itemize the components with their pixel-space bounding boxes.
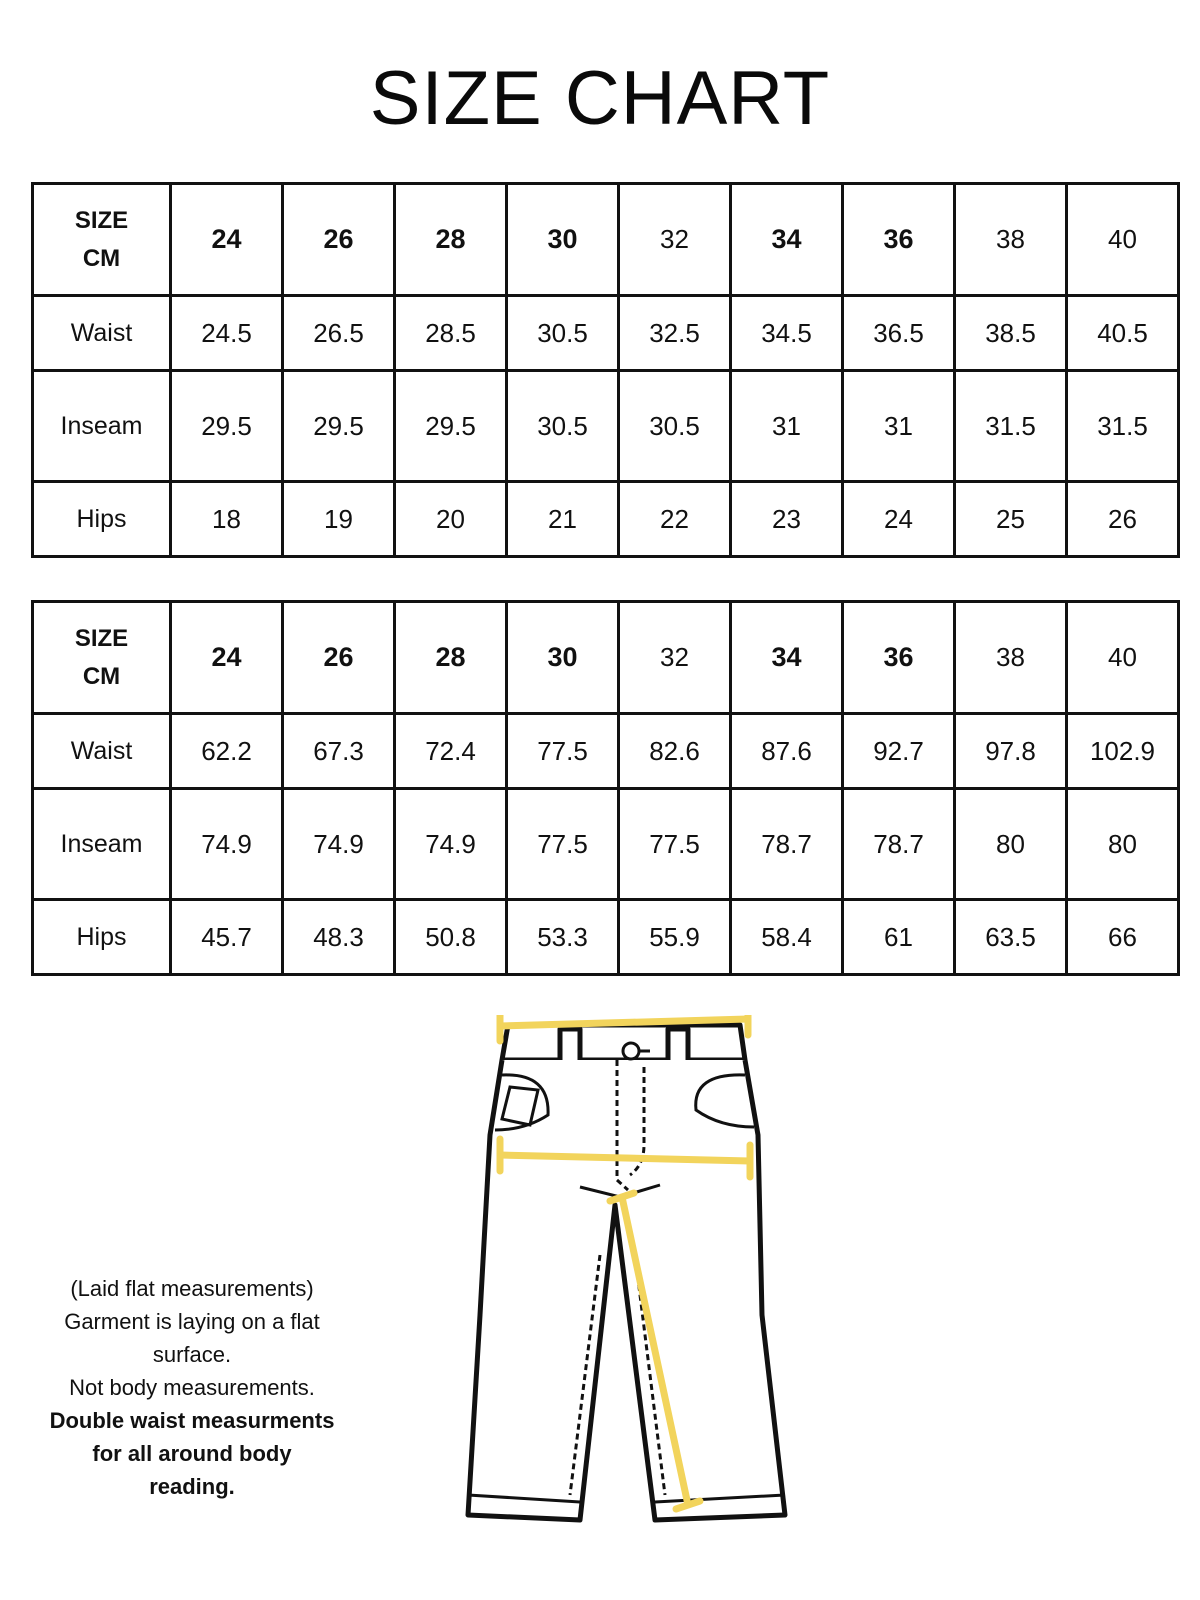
measurement-cell: 31.5: [955, 371, 1067, 482]
measurement-cell: 74.9: [171, 789, 283, 900]
note-line: surface.: [152, 1342, 232, 1367]
measurement-row-hips: [33, 900, 1179, 975]
measurement-cell: 29.5: [283, 371, 395, 482]
measurement-cell: 24.5: [171, 296, 283, 371]
size-table-body: [33, 602, 1179, 975]
measurement-cell: 74.9: [283, 789, 395, 900]
measurement-cell: 31.5: [1067, 371, 1179, 482]
size-header-cell: 24: [171, 184, 283, 296]
measurement-cell: 29.5: [171, 371, 283, 482]
size-header-cell: 34: [731, 184, 843, 296]
page-title: SIZE CHART: [369, 56, 831, 141]
size-header-cell: 36: [843, 602, 955, 714]
measurement-cell: 80: [955, 789, 1067, 900]
size-header-cell: 36: [843, 184, 955, 296]
size-header-row: [33, 184, 1179, 296]
note-bold-line: for all around body: [92, 1441, 292, 1466]
row-label: Inseam: [33, 371, 171, 482]
row-label: Waist: [33, 714, 171, 789]
measurement-row-inseam: [33, 371, 1179, 482]
measurement-cell: 26.5: [283, 296, 395, 371]
measurement-cell: 97.8: [955, 714, 1067, 789]
size-unit-header-line: CM: [82, 244, 121, 272]
measurement-note: [32, 1272, 352, 1503]
measurement-row-hips: [33, 482, 1179, 557]
measurement-cell: 55.9: [619, 900, 731, 975]
size-unit-header: [33, 602, 171, 714]
note-bold-line: Double waist measurments: [49, 1408, 335, 1433]
measurement-cell: 29.5: [395, 371, 507, 482]
size-header-cell: 40: [1067, 602, 1179, 714]
size-unit-header-line: SIZE: [74, 206, 129, 234]
measurement-cell: 87.6: [731, 714, 843, 789]
size-header-cell: 30: [507, 602, 619, 714]
measurement-cell: 62.2: [171, 714, 283, 789]
measurement-cell: 26: [1067, 482, 1179, 557]
measurement-cell: 38.5: [955, 296, 1067, 371]
measurement-cell: 80: [1067, 789, 1179, 900]
measurement-cell: 40.5: [1067, 296, 1179, 371]
measurement-cell: 53.3: [507, 900, 619, 975]
measurement-cell: 19: [283, 482, 395, 557]
size-table-body: [33, 184, 1179, 557]
measurement-cell: 30.5: [507, 296, 619, 371]
measurement-cell: 48.3: [283, 900, 395, 975]
size-unit-header-line: SIZE: [74, 624, 129, 652]
measurement-cell: 23: [731, 482, 843, 557]
measurement-cell: 36.5: [843, 296, 955, 371]
measurement-cell: 63.5: [955, 900, 1067, 975]
row-label: Hips: [33, 482, 171, 557]
size-header-cell: 38: [955, 184, 1067, 296]
size-header-cell: 30: [507, 184, 619, 296]
measurement-cell: 31: [843, 371, 955, 482]
size-header-cell: 28: [395, 602, 507, 714]
measurement-cell: 22: [619, 482, 731, 557]
size-header-row: [33, 602, 1179, 714]
measurement-cell: 77.5: [507, 789, 619, 900]
measurement-cell: 78.7: [731, 789, 843, 900]
note-line: Garment is laying on a flat: [64, 1309, 320, 1334]
measurement-cell: 58.4: [731, 900, 843, 975]
row-label: Hips: [33, 900, 171, 975]
measurement-cell: 25: [955, 482, 1067, 557]
measurement-cell: 78.7: [843, 789, 955, 900]
size-header-cell: 24: [171, 602, 283, 714]
measurement-cell: 31: [731, 371, 843, 482]
size-header-cell: 26: [283, 602, 395, 714]
size-header-cell: 32: [619, 184, 731, 296]
measurement-cell: 20: [395, 482, 507, 557]
size-header-cell: 32: [619, 602, 731, 714]
measurement-cell: 30.5: [507, 371, 619, 482]
measurement-cell: 18: [171, 482, 283, 557]
size-table-2: [31, 600, 1180, 976]
size-table-1: [31, 182, 1180, 558]
measurement-cell: 24: [843, 482, 955, 557]
measurement-row-waist: [33, 714, 1179, 789]
measurement-cell: 30.5: [619, 371, 731, 482]
size-header-cell: 40: [1067, 184, 1179, 296]
jeans-outline: [468, 1025, 785, 1520]
measurement-cell: 50.8: [395, 900, 507, 975]
jeans-measurement-diagram-icon: [440, 1015, 820, 1555]
size-header-cell: 34: [731, 602, 843, 714]
measurement-cell: 72.4: [395, 714, 507, 789]
note-bold-line: reading.: [149, 1474, 235, 1499]
note-line: (Laid flat measurements): [70, 1276, 314, 1301]
measurement-cell: 28.5: [395, 296, 507, 371]
size-unit-header: [33, 184, 171, 296]
measurement-cell: 34.5: [731, 296, 843, 371]
measurement-row-waist: [33, 296, 1179, 371]
measurement-cell: 92.7: [843, 714, 955, 789]
measurement-row-inseam: [33, 789, 1179, 900]
measurement-cell: 21: [507, 482, 619, 557]
measurement-cell: 82.6: [619, 714, 731, 789]
measurement-cell: 61: [843, 900, 955, 975]
row-label: Inseam: [33, 789, 171, 900]
measurement-cell: 32.5: [619, 296, 731, 371]
size-header-cell: 38: [955, 602, 1067, 714]
size-header-cell: 26: [283, 184, 395, 296]
measurement-cell: 74.9: [395, 789, 507, 900]
note-line: Not body measurements.: [69, 1375, 315, 1400]
measurement-cell: 66: [1067, 900, 1179, 975]
measurement-cell: 45.7: [171, 900, 283, 975]
measurement-cell: 77.5: [619, 789, 731, 900]
size-unit-header-line: CM: [82, 662, 121, 690]
measurement-cell: 102.9: [1067, 714, 1179, 789]
row-label: Waist: [33, 296, 171, 371]
measurement-cell: 77.5: [507, 714, 619, 789]
measurement-cell: 67.3: [283, 714, 395, 789]
size-header-cell: 28: [395, 184, 507, 296]
